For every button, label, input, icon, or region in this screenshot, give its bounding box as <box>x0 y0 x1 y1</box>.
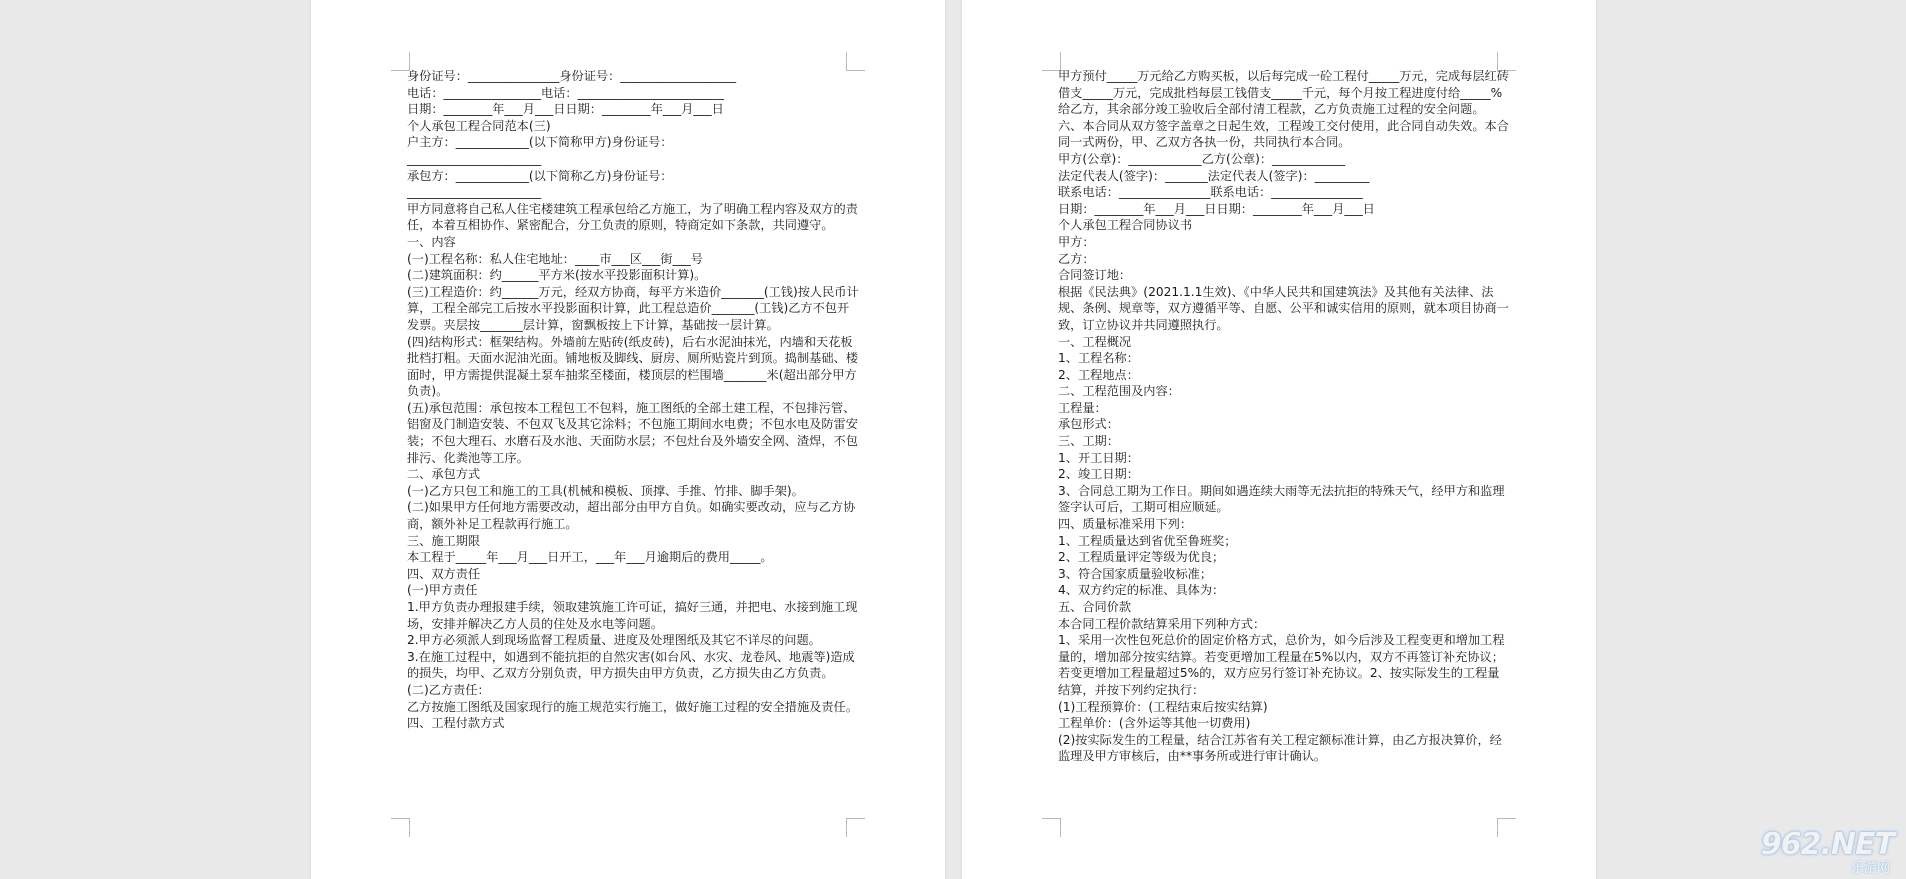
text-paragraph: (一)乙方只包工和施工的工具(机械和模板、顶撑、手推、竹排、脚手架)。 <box>407 483 804 498</box>
text-paragraph: (四)结构形式：框架结构。外墙前左贴砖(纸皮砖)，后右水泥油抹光，内墙和天花板批档打粗。天面水泥油光面。铺地板及脚线、厨房、厕所贴瓷片到顶。捣制基础、楼面时，甲方需提供混凝土泵车抽浆至楼面，楼顶层的栏围墙_______米(超出部分甲方负责)。 <box>407 334 858 399</box>
text-paragraph: 联系电话：_______________联系电话：_______________ <box>1058 185 1363 200</box>
text-paragraph: 3、符合国家质量验收标准； <box>1058 566 1213 581</box>
text-paragraph: 身份证号：_______________身份证号：___________________ <box>407 69 737 83</box>
text-paragraph: 四、工程付款方式 <box>407 716 505 731</box>
text-paragraph: 2、工程地点： <box>1058 367 1139 382</box>
text-paragraph: 电话：________________电话：________________________ <box>407 85 724 100</box>
text-paragraph: 2.甲方必须派人到现场监督工程质量、进度及处理图纸及其它不详尽的问题。 <box>407 633 821 648</box>
text-paragraph: 日期：________年___月___日日期：________年___月___日 <box>407 102 724 117</box>
text-paragraph: 二、工程范围及内容： <box>1058 384 1180 399</box>
text-paragraph: 1、工程质量达到省优至鲁班奖； <box>1058 533 1237 548</box>
text-paragraph: (一)工程名称：私人住宅地址：____市___区___街___号 <box>407 251 703 266</box>
text-paragraph: 4、双方约定的标准、具体为： <box>1058 583 1225 598</box>
text-paragraph: 1、采用一次性包死总价的固定价格方式，总价为，如今后涉及工程变更和增加工程量的，增加部分按实结算。若变更增加工程量在5%以内，双方不再签订补充协议；若变更增加工程量超过5%的，双方应另行签订补充协议。2、按实际发生的工程量结算，并按下列约定执行： <box>1058 633 1505 697</box>
crop-mark-bottom-right <box>846 818 865 837</box>
text-paragraph: (1)工程预算价：(工程结束后按实结算) <box>1058 699 1268 714</box>
text-paragraph: ______________________ <box>407 151 542 166</box>
text-paragraph: 1、开工日期： <box>1058 450 1139 465</box>
text-paragraph: 四、质量标准采用下列： <box>1058 517 1193 532</box>
text-paragraph: 五、合同价款 <box>1058 600 1132 614</box>
text-paragraph: 四、双方责任 <box>407 566 481 581</box>
text-paragraph: 1、工程名称： <box>1058 351 1139 366</box>
text-paragraph: 二、承包方式 <box>407 467 481 482</box>
text-paragraph: (二)如果甲方任何地方需要改动，超出部分由甲方自负。如确实要改动，应与乙方协商，额外补足工程款再行施工。 <box>407 500 856 532</box>
text-paragraph: 2、竣工日期： <box>1058 467 1139 482</box>
text-paragraph: 3、合同总工期为工作日。期间如遇连续大雨等无法抗拒的特殊天气，经甲方和监理签字认可后，工期可相应顺延。 <box>1058 483 1505 515</box>
text-paragraph: (二)建筑面积：约______平方米(按水平投影面积计算)。 <box>407 268 707 283</box>
text-paragraph: 工程量： <box>1058 400 1107 415</box>
text-paragraph: 3.在施工过程中，如遇到不能抗拒的自然灾害(如台风、水灾、龙卷风、地震等)造成的损失，均甲、乙双方分别负责，甲方损失由甲方负责，乙方损失由乙方负责。 <box>407 649 855 681</box>
text-paragraph: 一、内容 <box>407 234 456 249</box>
text-paragraph: 1.甲方负责办理报建手续，领取建筑施工许可证，搞好三通，并把电、水接到施工现场，安排并解决乙方人员的住处及水电等问题。 <box>407 600 858 631</box>
text-paragraph: 合同签订地： <box>1058 268 1132 283</box>
watermark-logo-text: 962.NET <box>1760 827 1894 862</box>
document-page-left <box>311 0 945 879</box>
text-paragraph: 六、本合同从双方签字盖章之日起生效，工程竣工交付使用，此合同自动失效。本合同一式两份，甲、乙双方各执一份，共同执行本合同。 <box>1058 118 1509 150</box>
crop-mark-bottom-right <box>1497 818 1516 837</box>
text-paragraph: 根据《民法典》(2021.1.1生效)、《中华人民共和国建筑法》及其他有关法律、法规、条例、规章等，双方遵循平等、自愿、公平和诚实信用的原则，就本项目协商一致，订立协议并共同遵照执行。 <box>1058 284 1509 332</box>
text-paragraph: 承包方：____________(以下简称乙方)身份证号： <box>407 168 673 183</box>
site-watermark-logo <box>1760 827 1894 876</box>
text-paragraph: (二)乙方责任： <box>407 682 490 697</box>
text-paragraph: 承包形式： <box>1058 417 1119 432</box>
text-paragraph: 工程单价：(含外运等其他一切费用) <box>1058 716 1251 731</box>
text-paragraph: 一、工程概况 <box>1058 334 1132 349</box>
text-paragraph: (2)按实际发生的工程量，结合江苏省有关工程定额标准计算，由乙方报决算价，经监理及甲方审核后，由**事务所或进行审计确认。 <box>1058 732 1502 764</box>
text-paragraph: 甲方(公章)：____________乙方(公章)：____________ <box>1058 151 1346 166</box>
text-paragraph: 三、工期： <box>1058 434 1119 449</box>
text-paragraph: 乙方按施工图纸及国家现行的施工规范实行施工，做好施工过程的安全措施及责任。 <box>407 699 858 714</box>
text-paragraph: 乙方： <box>1058 251 1095 266</box>
crop-mark-bottom-left <box>1042 818 1061 837</box>
page-text-body <box>407 68 859 732</box>
text-paragraph: 2、工程质量评定等级为优良； <box>1058 550 1225 565</box>
text-paragraph: (一)甲方责任 <box>407 583 478 598</box>
text-paragraph: 法定代表人(签字)：_______法定代表人(签字)：_________ <box>1058 168 1370 183</box>
text-paragraph: 甲方： <box>1058 234 1095 249</box>
text-paragraph: (三)工程造价：约______万元，经双方协商，每平方米造价_______(工钱)按人民币计算，工程全部完工后按水平投影面积计算，此工程总造价_______(工钱)乙方不包开发票。夹层按_______层计算，窗飘板按上下计算，基础按一层计算。 <box>407 284 859 332</box>
text-paragraph: 个人承包工程合同范本(三) <box>407 118 551 133</box>
crop-mark-bottom-left <box>391 818 410 837</box>
text-paragraph: 甲方预付_____万元给乙方购买板，以后每完成一砼工程付_____万元，完成每层红砖借支_____万元，完成批档每层工钱借支_____千元，每个月按工程进度付给_____%给乙方，其余部分竣工验收后全部付清工程款，乙方负责施工过程的安全问题。 <box>1058 69 1509 117</box>
page-text-body <box>1058 68 1510 765</box>
document-page-right <box>962 0 1596 879</box>
text-paragraph: 日期：________年___月___日日期：________年___月___日 <box>1058 201 1375 216</box>
text-paragraph: ______________________ <box>407 185 542 200</box>
text-paragraph: 户主方：____________(以下简称甲方)身份证号： <box>407 135 673 150</box>
text-paragraph: 个人承包工程合同协议书 <box>1058 218 1193 233</box>
text-paragraph: 本工程于_____年___月___日开工，___年___月逾期后的费用_____。 <box>407 550 773 565</box>
text-paragraph: 甲方同意将自己私人住宅楼建筑工程承包给乙方施工，为了明确工程内容及双方的责任，本着互相协作、紧密配合，分工负责的原则，特商定如下条款，共同遵守。 <box>407 201 858 233</box>
text-paragraph: 三、施工期限 <box>407 533 481 548</box>
text-paragraph: (五)承包范围：承包按本工程包工不包料，施工图纸的全部土建工程，不包排污管、铝窗及门制造安装、不包双飞及其它涂料；不包施工期间水电费；不包水电及防雷安装；不包大理石、水磨石及水池、天面防水层；不包灶台及外墙安全网、渣焊，不包排污、化粪池等工序。 <box>407 400 858 465</box>
text-paragraph: 本合同工程价款结算采用下列种方式： <box>1058 616 1266 631</box>
watermark-sub-text: 乐游网 <box>1850 861 1890 876</box>
